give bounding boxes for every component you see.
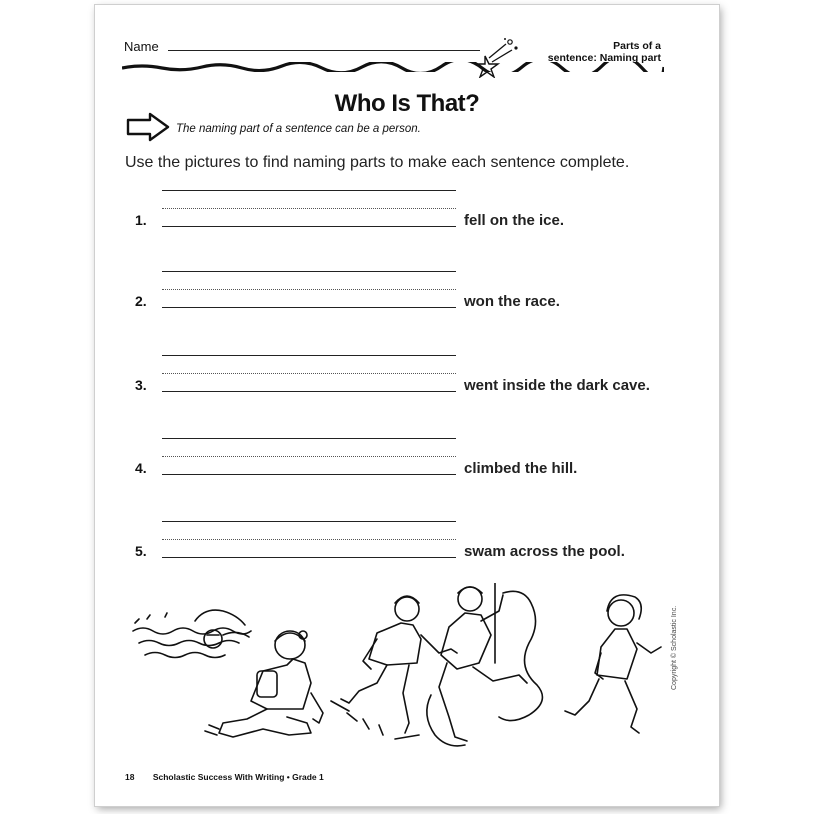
answer-top-line[interactable] xyxy=(162,521,456,522)
directions-text: Use the pictures to find naming parts to make each sentence complete. xyxy=(125,154,630,171)
answer-mid-line[interactable] xyxy=(162,208,456,209)
page-title: Who Is That? xyxy=(334,90,480,117)
swimmer-illustration xyxy=(133,610,251,657)
sentence-predicate: swam across the pool. xyxy=(464,543,625,560)
sentence-predicate: went inside the dark cave. xyxy=(464,377,650,394)
arrow-icon xyxy=(126,112,170,142)
sentence-predicate: climbed the hill. xyxy=(464,460,578,477)
copyright-text: Copyright © Scholastic Inc. xyxy=(671,605,678,690)
page-footer xyxy=(125,772,324,782)
answer-base-line[interactable] xyxy=(162,307,456,308)
item-number: 2. xyxy=(135,293,147,309)
name-line[interactable] xyxy=(168,50,480,51)
illustration-strip xyxy=(125,583,665,755)
answer-base-line[interactable] xyxy=(162,557,456,558)
name-label: Name xyxy=(124,39,159,54)
answer-top-line[interactable] xyxy=(162,271,456,272)
rule-text: The naming part of a sentence can be a person. xyxy=(176,123,421,135)
answer-mid-line[interactable] xyxy=(162,289,456,290)
answer-top-line[interactable] xyxy=(162,190,456,191)
list-item xyxy=(0,271,814,331)
page-number: 18 xyxy=(125,772,135,782)
item-number: 1. xyxy=(135,212,147,228)
answer-base-line[interactable] xyxy=(162,226,456,227)
decorative-border xyxy=(122,62,664,72)
rock-climber-illustration xyxy=(427,583,543,746)
list-item xyxy=(0,438,814,498)
answer-mid-line[interactable] xyxy=(162,456,456,457)
sentence-predicate: fell on the ice. xyxy=(464,212,565,229)
cave-explorer-illustration xyxy=(205,631,323,737)
runner-illustration xyxy=(565,595,661,733)
ice-skater-illustration xyxy=(331,596,457,739)
answer-mid-line[interactable] xyxy=(162,539,456,540)
topic-line-2: sentence: Naming part xyxy=(547,52,661,64)
item-number: 4. xyxy=(135,460,147,476)
book-title: Scholastic Success With Writing • Grade 1 xyxy=(152,772,324,782)
list-item xyxy=(0,355,814,415)
topic-label xyxy=(520,40,661,64)
list-item xyxy=(0,190,814,250)
item-number: 5. xyxy=(135,543,147,559)
list-item xyxy=(0,521,814,581)
sentence-predicate: won the race. xyxy=(464,293,560,310)
answer-base-line[interactable] xyxy=(162,474,456,475)
answer-top-line[interactable] xyxy=(162,355,456,356)
topic-line-1: Parts of a xyxy=(613,40,661,52)
answer-base-line[interactable] xyxy=(162,391,456,392)
answer-mid-line[interactable] xyxy=(162,373,456,374)
item-number: 3. xyxy=(135,377,147,393)
answer-top-line[interactable] xyxy=(162,438,456,439)
